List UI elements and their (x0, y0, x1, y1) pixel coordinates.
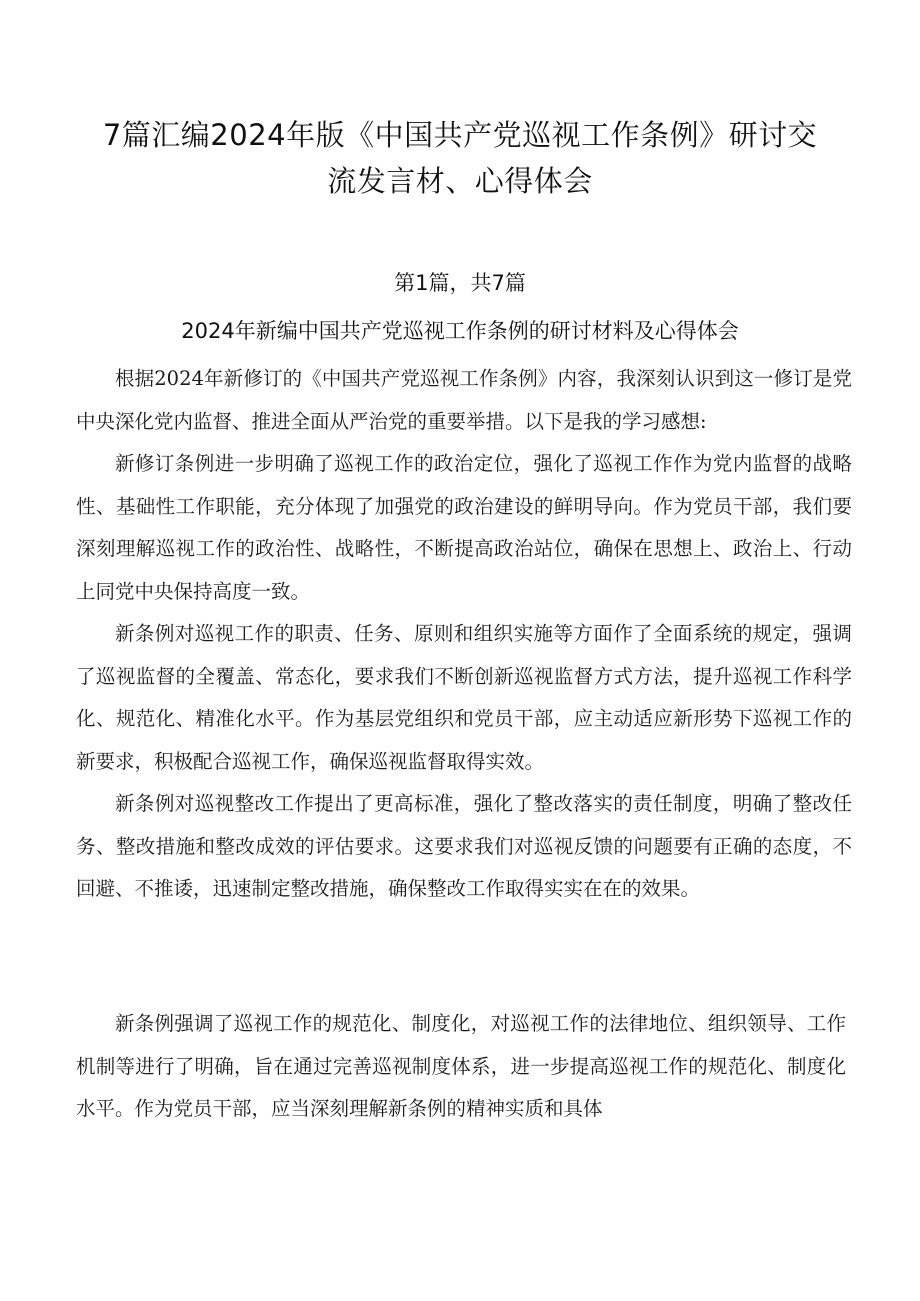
paragraph-5: 新条例强调了巡视工作的规范化、制度化，对巡视工作的法律地位、组织领导、工作机制等进行了明确，旨在通过完善巡视制度体系，进一步提高巡视工作的规范化、制度化水平。作为党员干部，应当深刻理解新条例的精神实质和具体 (76, 1012, 846, 1120)
paragraph-3: 新条例对巡视工作的职责、任务、原则和组织实施等方面作了全面系统的规定，强调了巡视监督的全覆盖、常态化，要求我们不断创新巡视监督方式方法，提升巡视工作科学化、规范化、精准化水平。作为基层党组织和党员干部，应主动适应新形势下巡视工作的新要求，积极配合巡视工作，确保巡视监督取得实效。 (76, 622, 852, 773)
paragraph-4: 新条例对巡视整改工作提出了更高标准，强化了整改落实的责任制度，明确了整改任务、整改措施和整改成效的评估要求。这要求我们对巡视反馈的问题要有正确的态度，不回避、不推诿，迅速制定整改措施，确保整改工作取得实实在在的效果。 (76, 792, 852, 900)
paragraph-2: 新修订条例进一步明确了巡视工作的政治定位，强化了巡视工作作为党内监督的战略性、基础性工作职能，充分体现了加强党的政治建设的鲜明导向。作为党员干部，我们要深刻理解巡视工作的政治性、战略性，不断提高政治站位，确保在思想上、政治上、行动上同党中央保持高度一致。 (76, 452, 852, 603)
document-title: 7篇汇编2024年版《中国共产党巡视工作条例》研讨交流发言材、心得体会 (102, 118, 818, 198)
part-label: 第1篇，共7篇 (394, 271, 526, 295)
section-subtitle: 2024年新编中国共产党巡视工作条例的研讨材料及心得体会 (181, 319, 739, 343)
paragraph-1: 根据2024年新修订的《中国共产党巡视工作条例》内容，我深刻认识到这一修订是党中央深化党内监督、推进全面从严治党的重要举措。以下是我的学习感想: (76, 367, 852, 433)
